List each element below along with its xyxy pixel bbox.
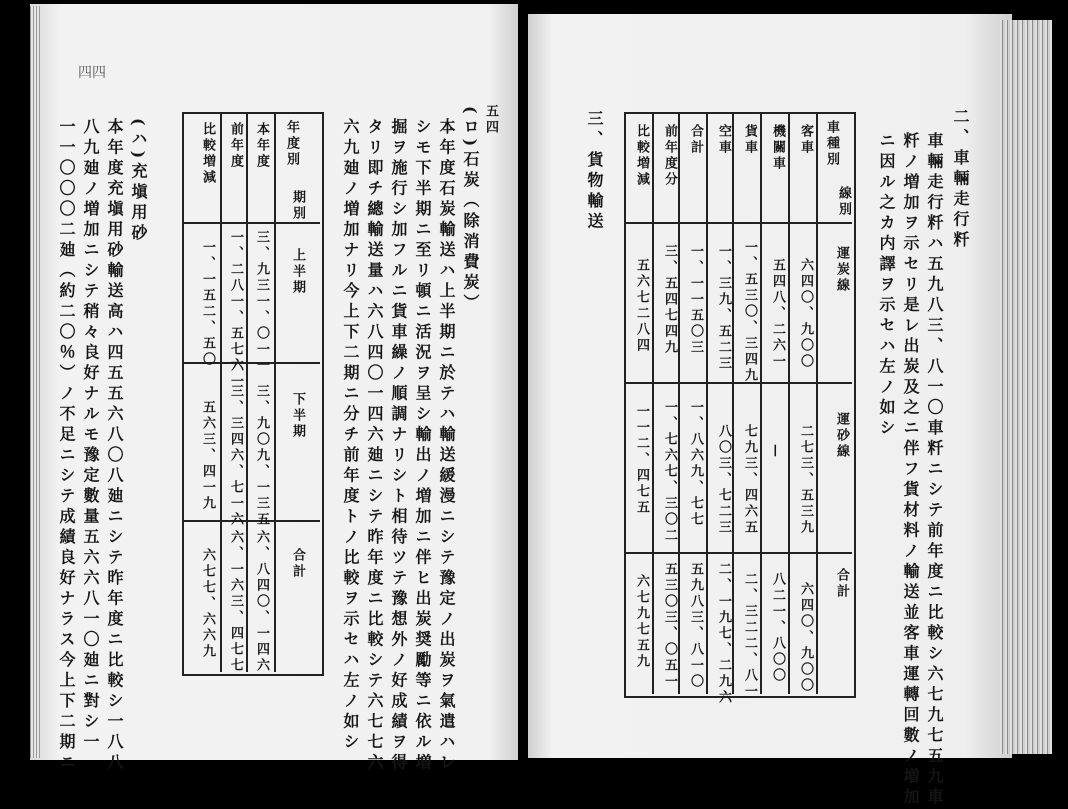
coal-text-line: タリ即チ總輸送量ハ六八四〇一四六廸ニシテ昨年度ニ比較シテ六七七六	[365, 118, 384, 774]
table-cell: 一、三九、五二三	[716, 244, 731, 372]
table-row-header: 前年度分	[662, 124, 677, 188]
table-rule	[788, 112, 790, 694]
right-page-edge	[1000, 20, 1052, 754]
table-col-header: 合計	[290, 548, 305, 580]
table-cell: 一、五三〇、三四九	[742, 240, 757, 384]
table-rule	[274, 112, 276, 672]
table-cell: 三、五四七四九	[662, 244, 677, 356]
sand-text-line: 本年度充塡用砂輸送高ハ四五五六八〇八廸ニシテ昨年度ニ比較シ一八八	[105, 118, 124, 774]
table-cell: 五六七二八四	[634, 258, 649, 354]
table-cell: 三、三四六、七一六	[228, 384, 243, 528]
table-cell: 一、七六七、三〇二	[662, 400, 677, 544]
table-rule	[816, 112, 818, 694]
table-col-header: 運炭線	[834, 246, 849, 294]
coal-text-line: シモ下半期ニ至リ頓ニ活況ヲ呈シ輸出ノ増加ニ伴ヒ出炭奨勵等ニ依ル増	[413, 118, 432, 774]
table-cell: 七九三、四六五	[742, 424, 757, 536]
coal-heading: (ロ)石炭（除消費炭）	[461, 106, 480, 315]
table-row-header: 貨車	[742, 124, 757, 156]
table-cell: 六、八四〇、一四六	[254, 530, 269, 674]
table-cell: 二、一九七、二九六	[716, 562, 731, 706]
table-rule	[182, 520, 320, 522]
table-cell: —	[768, 444, 783, 460]
table-cell: 六七七、六六九	[200, 548, 215, 660]
table-rule	[760, 112, 762, 694]
table-rule	[220, 112, 222, 672]
table-rule	[652, 112, 654, 694]
table-cell: 五六三、四一九	[200, 400, 215, 512]
running-head: 五四	[483, 104, 498, 136]
table-cell: 六四〇、九〇〇	[798, 582, 813, 694]
table-cell: 二、三二二、八一	[742, 572, 757, 700]
table-col-header: 運砂線	[834, 412, 849, 460]
table-cell: 一、二八一、五七六一	[228, 230, 243, 390]
table-corner-top: 期別	[290, 190, 305, 222]
table-corner-top: 線別	[836, 186, 851, 218]
sand-text-line: 一一〇〇〇二廸（約二〇％）ノ不足ニシテ成績良好ナラス今上下二期ニ	[57, 118, 76, 774]
section-2-text-line: ニ因ル之カ内譯ヲ示セハ左ノ如シ	[877, 132, 896, 440]
section-2-text-line: 車輛走行粁ハ五九八三、八一〇車粁ニシテ前年度ニ比較シ六七九七五九車	[925, 132, 944, 809]
table-cell: 三、九〇九、一三五	[254, 384, 269, 528]
section-3-title: 三、貨物輸送	[585, 110, 604, 233]
table-corner-bottom: 年度別	[284, 120, 299, 168]
sand-heading: (ハ)充塡用砂	[129, 118, 148, 245]
table-cell: 八二一、八〇〇	[770, 572, 785, 684]
table-row-header: 比較増減	[200, 122, 215, 186]
table-cell: 三、九三一、〇一一	[254, 230, 269, 374]
table-corner-bottom: 車種別	[824, 120, 839, 168]
table-cell: 一、八六九、七七	[688, 400, 703, 528]
table-row-header: 本年度	[254, 122, 269, 170]
section-2-text-line: 粁ノ増加ヲ示セリ是レ出炭及之ニ伴フ貨材料ノ輸送並客車運轉回數ノ増加	[901, 132, 920, 809]
table-cell: 五四八、二六一	[770, 258, 785, 370]
table-cell: 一、一一五〇三	[688, 244, 703, 356]
left-page-edge	[30, 6, 40, 758]
table-rule	[706, 112, 708, 694]
table-cell: 五九八三、八一〇	[688, 562, 703, 690]
table-cell: 八〇三、七二三	[716, 424, 731, 536]
table-rule	[246, 112, 248, 672]
table-row-header: 空車	[716, 124, 731, 156]
table-row-header: 比較増減	[634, 124, 649, 188]
coal-text-line: 六九廸ノ増加ナリ今上下二期ニ分チ前年度トノ比較ヲ示セハ左ノ如シ	[341, 118, 360, 754]
table-row-header: 合計	[688, 124, 703, 156]
coal-text-line: 本年度石炭輸送ハ上半期ニ於テハ輸送緩漫ニシテ豫定ノ出炭ヲ氣遣ハレ	[437, 118, 456, 774]
table-col-header: 上半期	[290, 248, 305, 296]
table-cell: 一一二、四七五	[634, 404, 649, 516]
coal-text-line: 掘ヲ施行シ加フルニ貨車繰ノ順調ナリシト相待ツテ豫想外ノ好成績ヲ得	[389, 118, 408, 774]
table-col-header: 合計	[834, 568, 849, 600]
table-rule	[182, 222, 320, 224]
section-2-title: 二、車輛走行粁	[951, 108, 970, 252]
table-cell: 六七九七五九	[634, 574, 649, 670]
page-number: 四四	[78, 65, 106, 81]
table-cell: 二七三、五三九	[798, 424, 813, 536]
table-cell: 六四〇、九〇〇	[798, 258, 813, 370]
table-row-header: 前年度	[228, 122, 243, 170]
table-cell: 五三〇三、〇五一	[662, 562, 677, 690]
table-cell: 一、一五二、五〇	[200, 240, 215, 368]
table-row-header: 機關車	[770, 124, 785, 172]
table-col-header: 下半期	[290, 392, 305, 440]
table-row-header: 客車	[798, 124, 813, 156]
sand-text-line: 八九廸ノ増加ニシテ稍々良好ナルモ豫定數量五六六八一〇廸ニ對シ一	[81, 118, 100, 754]
table-cell: 六、一六三、四七七	[228, 530, 243, 674]
